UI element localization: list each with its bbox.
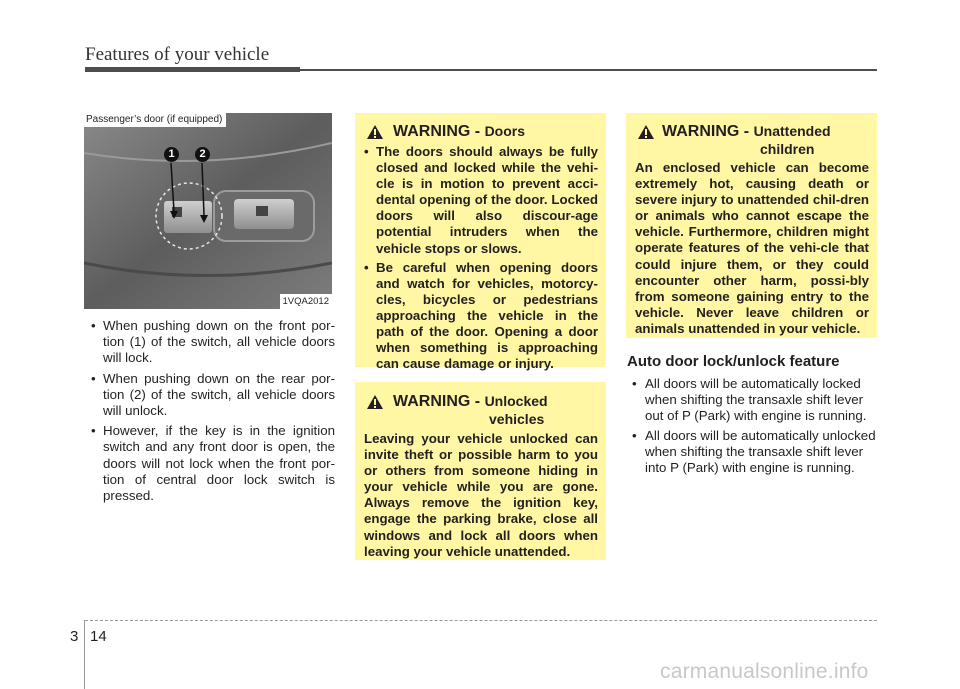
list-item: • All doors will be automatically unlocked when shifting the transaxle shift lever into P (Park) with engine is running.	[627, 428, 879, 477]
figure-caption: Passenger’s door (if equipped)	[84, 113, 226, 127]
warning-label: WARNING -	[393, 393, 481, 410]
callout-2: 2	[195, 147, 210, 162]
warning-topic: Unlocked	[484, 393, 548, 409]
header-rule-line	[300, 69, 877, 71]
warning-text: An enclosed vehicle can become extremely hot, causing death or severe injury to unattended chil-dren or animals who cannot escape the vehicle. Furthermore, children might operate features of the vehi-cle that could injure them, or they could encounter other harm, possi-bly from someone gaining entry to the vehicle. Never leave children or animals unattended in your vehicle.	[635, 160, 869, 336]
switch-bullet-list	[85, 318, 335, 508]
warning-label: WARNING -	[662, 123, 750, 140]
chapter-number: 3	[70, 628, 79, 645]
warning-unlocked-body	[364, 431, 598, 563]
list-item: • Be careful when opening doors and watch for vehicles, motorcy-cles, bicycles or pedestrians approaching the vehicle in the path of the door. Opening a door when something is approaching can cause damage or injury.	[364, 260, 598, 373]
warning-text: Leaving your vehicle unlocked can invite theft or possible harm to you or others from someone hiding in your vehicle while you are gone. Always remove the ignition key, engage the parking brake, close all windows and lock all doors when leaving your vehicle unattended.	[364, 431, 598, 559]
section-title: Auto door lock/unlock feature	[627, 353, 840, 370]
door-switch-photo	[84, 113, 332, 309]
list-item: • All doors will be automatically locked when shifting the transaxle shift lever out of P (Park) with engine is running.	[627, 376, 879, 425]
header-rule	[85, 67, 300, 72]
list-item: • However, if the key is in the ignition switch and any front door is open, the doors will not lock when the front por-tion of central door lock switch is pressed.	[85, 423, 335, 504]
footer-divider	[84, 620, 85, 689]
door-panel-illustration	[84, 113, 332, 309]
warning-triangle-icon	[366, 394, 384, 410]
warning-label: WARNING -	[393, 123, 481, 140]
page-number: 14	[90, 628, 107, 645]
warning-doors-body	[364, 144, 598, 375]
warning-topic-line2: vehicles	[489, 411, 545, 427]
warning-topic: Doors	[484, 123, 526, 139]
warning-doors-box	[355, 113, 606, 372]
warning-topic-line2: children	[760, 141, 815, 157]
watermark: carmanualsonline.info	[660, 660, 869, 683]
warning-triangle-icon	[637, 124, 655, 140]
warning-children-heading	[662, 123, 831, 141]
callout-1: 1	[164, 147, 179, 162]
warning-children-body	[635, 160, 869, 340]
footer-rule	[85, 620, 877, 621]
list-item: • The doors should always be fully closed and locked while the vehi-cle is in motion to prevent acci-dental opening of the door. Locked doors will also discour-age potential intruders when the vehicle stops or slows.	[364, 144, 598, 257]
warning-doors-heading	[393, 123, 525, 141]
warning-topic: Unattended	[753, 123, 831, 139]
warning-unlocked-box	[355, 382, 606, 560]
list-item: • When pushing down on the front por-tion (1) of the switch, all vehicle doors will lock.	[85, 318, 335, 367]
list-item: • When pushing down on the rear por-tion (2) of the switch, all vehicle doors will unlock.	[85, 371, 335, 420]
warning-triangle-icon	[366, 124, 384, 140]
auto-lock-bullet-list	[627, 376, 879, 479]
figure-code: 1VQA2012	[280, 294, 332, 309]
warning-children-box	[626, 113, 877, 338]
warning-unlocked-heading	[393, 393, 548, 411]
page-header-title: Features of your vehicle	[85, 44, 270, 65]
